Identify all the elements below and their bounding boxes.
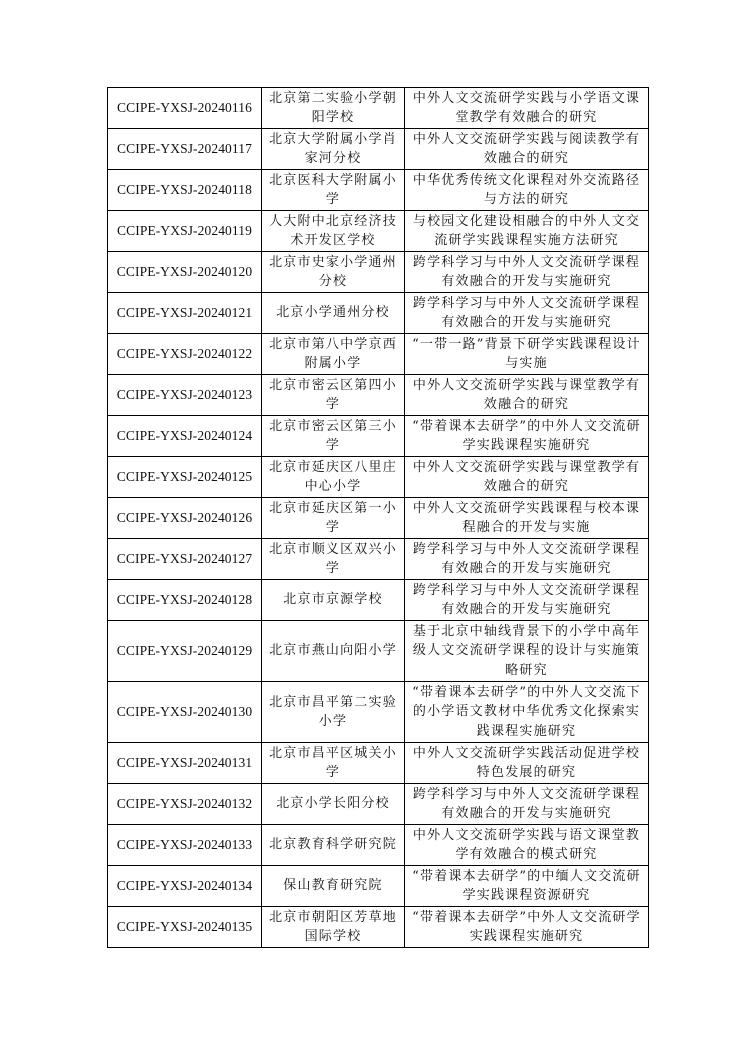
project-title-cell: 中外人文交流研学实践与阅读教学有效融合的研究 bbox=[405, 129, 649, 170]
project-code-cell: CCIPE-YXSJ-20240129 bbox=[108, 621, 262, 682]
school-name-cell: 北京医科大学附属小学 bbox=[262, 170, 405, 211]
table-row bbox=[108, 621, 649, 682]
project-title-cell: “带着课本去研学”的中缅人文交流研学实践课程资源研究 bbox=[405, 866, 649, 907]
project-title-cell: 中外人文交流研学实践与小学语文课堂教学有效融合的研究 bbox=[405, 88, 649, 129]
project-title-cell: 跨学科学习与中外人文交流研学课程有效融合的开发与实施研究 bbox=[405, 293, 649, 334]
school-name-cell: 北京市昌平区城关小学 bbox=[262, 743, 405, 784]
project-code-cell: CCIPE-YXSJ-20240131 bbox=[108, 743, 262, 784]
project-title-cell: “带着课本去研学”的中外人文交流研学实践课程实施研究 bbox=[405, 416, 649, 457]
project-code-cell: CCIPE-YXSJ-20240118 bbox=[108, 170, 262, 211]
table-row bbox=[108, 416, 649, 457]
project-title-cell: 跨学科学习与中外人文交流研学课程有效融合的开发与实施研究 bbox=[405, 539, 649, 580]
project-code-cell: CCIPE-YXSJ-20240135 bbox=[108, 907, 262, 948]
project-title-cell: 跨学科学习与中外人文交流研学课程有效融合的开发与实施研究 bbox=[405, 252, 649, 293]
project-code-cell: CCIPE-YXSJ-20240128 bbox=[108, 580, 262, 621]
school-name-cell: 北京市朝阳区芳草地国际学校 bbox=[262, 907, 405, 948]
table-row bbox=[108, 580, 649, 621]
project-code-cell: CCIPE-YXSJ-20240123 bbox=[108, 375, 262, 416]
table-row bbox=[108, 211, 649, 252]
project-title-cell: 中外人文交流研学实践活动促进学校特色发展的研究 bbox=[405, 743, 649, 784]
school-name-cell: 北京市延庆区八里庄中心小学 bbox=[262, 457, 405, 498]
school-name-cell: 人大附中北京经济技术开发区学校 bbox=[262, 211, 405, 252]
table-row bbox=[108, 375, 649, 416]
project-code-cell: CCIPE-YXSJ-20240127 bbox=[108, 539, 262, 580]
project-code-cell: CCIPE-YXSJ-20240134 bbox=[108, 866, 262, 907]
project-code-cell: CCIPE-YXSJ-20240120 bbox=[108, 252, 262, 293]
project-code-cell: CCIPE-YXSJ-20240133 bbox=[108, 825, 262, 866]
project-code-cell: CCIPE-YXSJ-20240125 bbox=[108, 457, 262, 498]
project-title-cell: 与校园文化建设相融合的中外人文交流研学实践课程实施方法研究 bbox=[405, 211, 649, 252]
table-row bbox=[108, 825, 649, 866]
table-row bbox=[108, 293, 649, 334]
project-title-cell: 跨学科学习与中外人文交流研学课程有效融合的开发与实施研究 bbox=[405, 784, 649, 825]
project-code-cell: CCIPE-YXSJ-20240117 bbox=[108, 129, 262, 170]
project-code-cell: CCIPE-YXSJ-20240116 bbox=[108, 88, 262, 129]
project-title-cell: “带着课本去研学”的中外人文交流下的小学语文教材中华优秀文化探索实践课程实施研究 bbox=[405, 682, 649, 743]
school-name-cell: 北京市昌平第二实验小学 bbox=[262, 682, 405, 743]
project-title-cell: 中外人文交流研学实践与课堂教学有效融合的研究 bbox=[405, 457, 649, 498]
project-title-cell: 中华优秀传统文化课程对外交流路径与方法的研究 bbox=[405, 170, 649, 211]
table-row bbox=[108, 498, 649, 539]
school-name-cell: 北京市京源学校 bbox=[262, 580, 405, 621]
project-title-cell: “带着课本去研学”中外人文交流研学实践课程实施研究 bbox=[405, 907, 649, 948]
project-code-cell: CCIPE-YXSJ-20240124 bbox=[108, 416, 262, 457]
project-code-cell: CCIPE-YXSJ-20240130 bbox=[108, 682, 262, 743]
school-name-cell: 北京市第八中学京西附属小学 bbox=[262, 334, 405, 375]
table-row bbox=[108, 907, 649, 948]
school-name-cell: 北京市顺义区双兴小学 bbox=[262, 539, 405, 580]
project-code-cell: CCIPE-YXSJ-20240126 bbox=[108, 498, 262, 539]
school-name-cell: 北京小学长阳分校 bbox=[262, 784, 405, 825]
table-row bbox=[108, 457, 649, 498]
school-name-cell: 保山教育研究院 bbox=[262, 866, 405, 907]
table-row bbox=[108, 170, 649, 211]
project-code-cell: CCIPE-YXSJ-20240121 bbox=[108, 293, 262, 334]
project-code-cell: CCIPE-YXSJ-20240132 bbox=[108, 784, 262, 825]
project-title-cell: 中外人文交流研学实践课程与校本课程融合的开发与实施 bbox=[405, 498, 649, 539]
school-name-cell: 北京小学通州分校 bbox=[262, 293, 405, 334]
school-name-cell: 北京市燕山向阳小学 bbox=[262, 621, 405, 682]
table-row bbox=[108, 743, 649, 784]
school-name-cell: 北京大学附属小学肖家河分校 bbox=[262, 129, 405, 170]
table-row bbox=[108, 784, 649, 825]
table-row bbox=[108, 88, 649, 129]
table-row bbox=[108, 129, 649, 170]
table-row bbox=[108, 866, 649, 907]
school-name-cell: 北京教育科学研究院 bbox=[262, 825, 405, 866]
project-title-cell: 跨学科学习与中外人文交流研学课程有效融合的开发与实施研究 bbox=[405, 580, 649, 621]
school-name-cell: 北京市延庆区第一小学 bbox=[262, 498, 405, 539]
school-name-cell: 北京第二实验小学朝阳学校 bbox=[262, 88, 405, 129]
project-title-cell: 中外人文交流研学实践与课堂教学有效融合的研究 bbox=[405, 375, 649, 416]
school-name-cell: 北京市密云区第四小学 bbox=[262, 375, 405, 416]
table-row bbox=[108, 539, 649, 580]
table-row bbox=[108, 334, 649, 375]
project-title-cell: 基于北京中轴线背景下的小学中高年级人文交流研学课程的设计与实施策略研究 bbox=[405, 621, 649, 682]
table-row bbox=[108, 252, 649, 293]
table-row bbox=[108, 682, 649, 743]
project-code-cell: CCIPE-YXSJ-20240122 bbox=[108, 334, 262, 375]
school-name-cell: 北京市史家小学通州分校 bbox=[262, 252, 405, 293]
project-title-cell: “一带一路”背景下研学实践课程设计与实施 bbox=[405, 334, 649, 375]
project-title-cell: 中外人文交流研学实践与语文课堂教学有效融合的模式研究 bbox=[405, 825, 649, 866]
project-list-table bbox=[107, 87, 649, 948]
school-name-cell: 北京市密云区第三小学 bbox=[262, 416, 405, 457]
table-body bbox=[108, 88, 649, 948]
project-code-cell: CCIPE-YXSJ-20240119 bbox=[108, 211, 262, 252]
